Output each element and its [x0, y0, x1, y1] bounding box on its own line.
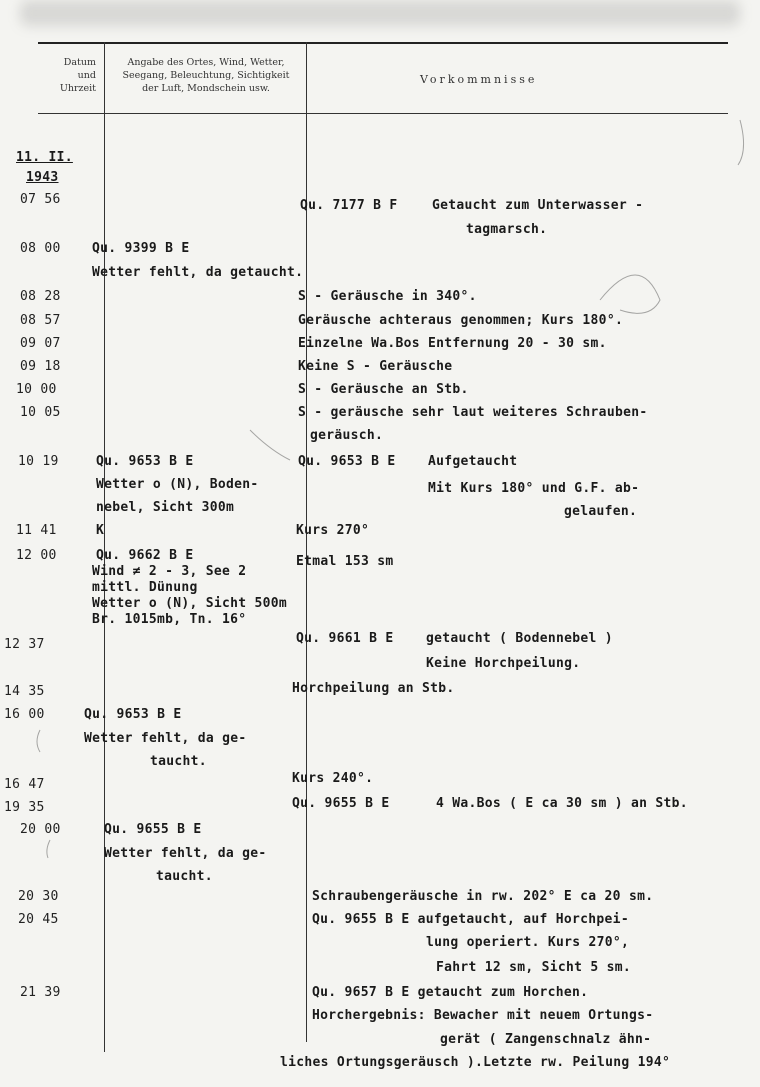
- time-entry: 11 41: [16, 523, 57, 538]
- time-entry: 08 28: [20, 289, 61, 304]
- position-entry: Qu. 9662 B E: [96, 548, 194, 563]
- position-entry: Qu. 9655 B E: [104, 822, 202, 837]
- event-entry: Horchergebnis: Bewacher mit neuem Ortungs-: [312, 1008, 654, 1023]
- event-entry: lung operiert. Kurs 270°,: [426, 935, 630, 950]
- event-entry: gerät ( Zangenschnalz ähn-: [440, 1032, 652, 1047]
- time-entry: 09 18: [20, 359, 61, 374]
- time-entry: 12 00: [16, 548, 57, 563]
- weather-entry: Wetter fehlt, da ge-: [84, 731, 247, 746]
- position-entry: Qu. 9653 B E: [96, 454, 194, 469]
- time-entry: 08 57: [20, 313, 61, 328]
- event-entry: Einzelne Wa.Bos Entfernung 20 - 30 sm.: [298, 336, 607, 351]
- weather-entry: Wind ≠ 2 - 3, See 2: [92, 564, 247, 579]
- weather-entry: mittl. Dünung: [92, 580, 198, 595]
- event-entry: Qu. 9655 B E aufgetaucht, auf Horchpei-: [312, 912, 629, 927]
- time-entry: 07 56: [20, 192, 61, 207]
- time-entry: 08 00: [20, 241, 61, 256]
- event-entry: Etmal 153 sm: [296, 554, 394, 569]
- event-entry: Keine S - Geräusche: [298, 359, 453, 374]
- time-entry: 10 05: [20, 405, 61, 420]
- event-entry: Aufgetaucht: [428, 454, 518, 469]
- event-entry: Keine Horchpeilung.: [426, 656, 581, 671]
- event-entry: Kurs 270°: [296, 523, 370, 538]
- time-entry: 09 07: [20, 336, 61, 351]
- event-entry: gelaufen.: [564, 504, 638, 519]
- time-entry: 12 37: [4, 637, 45, 652]
- header-location-weather: Angabe des Ortes, Wind, Wetter, Seegang, Beleuchtung, Sichtigkeit der Luft, Mondschein usw.: [122, 57, 290, 94]
- time-entry: 20 30: [18, 889, 59, 904]
- log-year: 1943: [26, 170, 59, 185]
- event-entry: Geräusche achteraus genommen; Kurs 180°.: [298, 313, 624, 328]
- event-entry: Qu. 9653 B E: [298, 454, 396, 469]
- weather-entry: taucht.: [156, 869, 213, 884]
- event-entry: tagmarsch.: [466, 222, 548, 237]
- time-entry: 20 00: [20, 822, 61, 837]
- event-entry: Mit Kurs 180° und G.F. ab-: [428, 481, 640, 496]
- event-entry: Getaucht zum Unterwasser -: [432, 198, 644, 213]
- weather-entry: nebel, Sicht 300m: [96, 500, 235, 515]
- event-entry: liches Ortungsgeräusch ).Letzte rw. Peilung 194°: [280, 1055, 671, 1070]
- event-entry: Qu. 9661 B E: [296, 631, 394, 646]
- position-entry: Qu. 9399 B E: [92, 241, 190, 256]
- time-entry: 20 45: [18, 912, 59, 927]
- weather-entry: Br. 1015mb, Tn. 16°: [92, 612, 247, 627]
- time-entry: 21 39: [20, 985, 61, 1000]
- weather-entry: Wetter o (N), Boden-: [96, 477, 259, 492]
- time-entry: 16 00: [4, 707, 45, 722]
- log-date: 11. II.: [16, 150, 73, 165]
- event-entry: Qu. 9657 B E getaucht zum Horchen.: [312, 985, 589, 1000]
- event-entry: geräusch.: [310, 428, 384, 443]
- event-entry: S - Geräusche in 340°.: [298, 289, 477, 304]
- event-entry: Fahrt 12 sm, Sicht 5 sm.: [436, 960, 632, 975]
- weather-entry: Wetter o (N), Sicht 500m: [92, 596, 288, 611]
- time-entry: 14 35: [4, 684, 45, 699]
- weather-entry: Wetter fehlt, da getaucht.: [92, 265, 304, 280]
- time-entry: 16 47: [4, 777, 45, 792]
- weather-entry: taucht.: [150, 754, 207, 769]
- event-entry: Kurs 240°.: [292, 771, 374, 786]
- event-entry: Qu. 9655 B E: [292, 796, 390, 811]
- position-entry: Qu. 9653 B E: [84, 707, 182, 722]
- event-entry: S - Geräusche an Stb.: [298, 382, 469, 397]
- event-entry: Schraubengeräusche in rw. 202° E ca 20 sm.: [312, 889, 654, 904]
- header-events: Vorkommnisse: [420, 73, 538, 86]
- event-entry: S - geräusche sehr laut weiteres Schrauben-: [298, 405, 648, 420]
- time-entry: 19 35: [4, 800, 45, 815]
- time-entry: 10 19: [18, 454, 59, 469]
- header-datetime: Datum und Uhrzeit: [59, 57, 96, 94]
- event-entry: Horchpeilung an Stb.: [292, 681, 455, 696]
- time-entry: 10 00: [16, 382, 57, 397]
- event-entry: getaucht ( Bodennebel ): [426, 631, 613, 646]
- weather-entry: Wetter fehlt, da ge-: [104, 846, 267, 861]
- event-entry: Qu. 7177 B F: [300, 198, 398, 213]
- course-marker: K: [96, 523, 105, 538]
- event-entry: 4 Wa.Bos ( E ca 30 sm ) an Stb.: [436, 796, 688, 811]
